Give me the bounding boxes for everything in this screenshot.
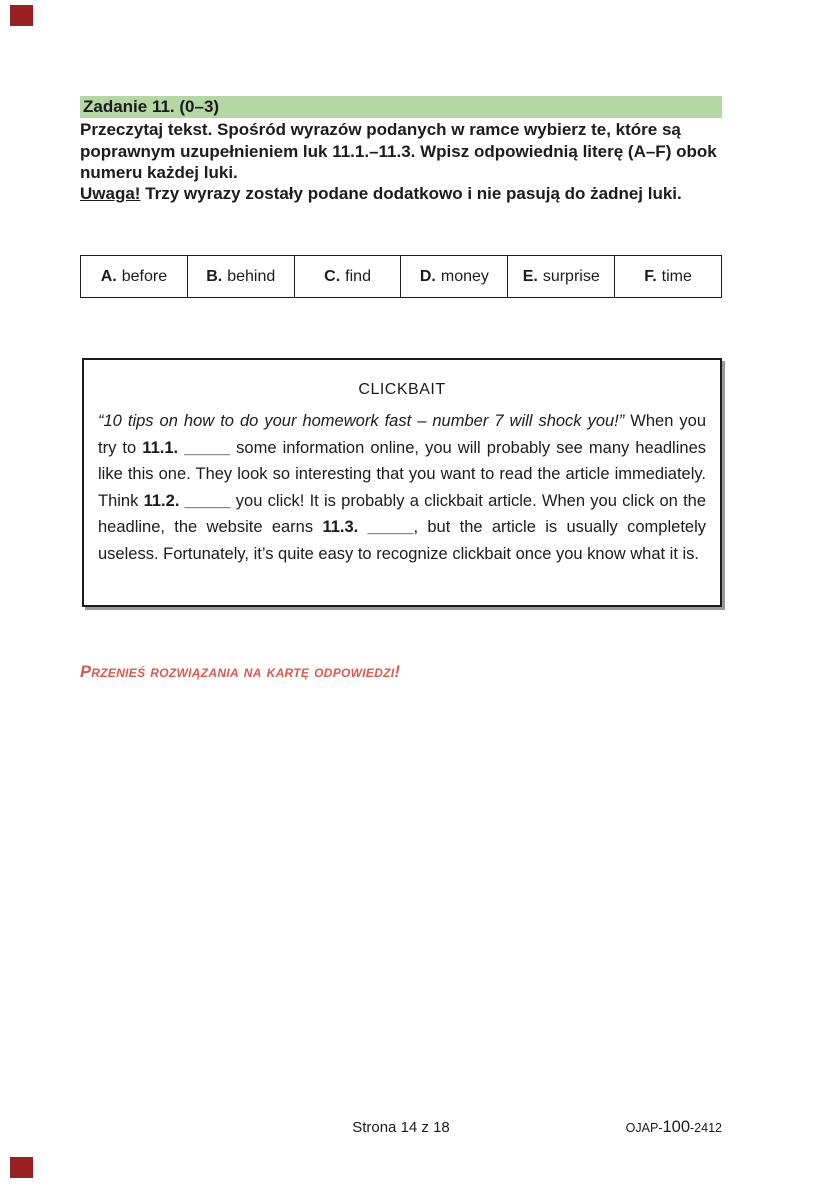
option-cell [81, 256, 187, 297]
corner-registration-mark-bottom-left [10, 1157, 33, 1178]
passage-segment: When you try to [98, 412, 706, 457]
footer-sheet-code-prefix: OJAP- [625, 1121, 663, 1135]
reading-text-box [82, 358, 722, 607]
gap-marker: 11.2. _____ [143, 491, 231, 510]
option-letter: D. [419, 267, 436, 285]
option-cell [614, 256, 721, 297]
gap-marker: 11.3. _____ [322, 518, 414, 536]
option-word: find [345, 267, 371, 285]
option-word: money [440, 267, 489, 285]
option-letter: B. [206, 267, 223, 285]
option-letter: F. [644, 267, 657, 285]
task-instructions: Przeczytaj tekst. Spośród wyrazów podanych w ramce wybierz te, które są poprawnym uzupełnieniem luk 11.1.–11.3. Wpisz odpowiednią literę (A–F) obok numeru każdej luki. [80, 120, 717, 182]
reading-text-title: CLICKBAIT [358, 381, 446, 398]
option-cell [400, 256, 507, 297]
transfer-answers-note: Przenieś rozwiązania na kartę odpowiedzi! [80, 663, 401, 681]
footer-sheet-code-mid: 100 [662, 1118, 691, 1136]
footer-sheet-code-suffix: -2412 [690, 1121, 722, 1135]
gap-marker: 11.1. _____ [142, 438, 231, 457]
option-cell [294, 256, 401, 297]
corner-registration-mark-top-left [10, 5, 33, 26]
option-letter: E. [522, 267, 538, 285]
passage-segment: “10 tips on how to do your homework fast – number 7 will shock you!” [98, 412, 625, 430]
reading-text-passage [98, 408, 706, 567]
task-note [80, 183, 760, 205]
option-cell [507, 256, 614, 297]
options-table [80, 255, 722, 298]
footer-page-number: Strona 14 z 18 [352, 1119, 450, 1136]
passage-segment: you click! It is probably a clickbait article. When you click on the headline, the website earns [98, 491, 707, 536]
task-note-label: Uwaga! [80, 184, 141, 203]
passage-segment: some information online, you will probably see many headlines like this one. They look so interesting that you want to read the article immediately. Think [98, 438, 706, 510]
option-cell [187, 256, 294, 297]
option-letter: C. [324, 267, 341, 285]
option-word: before [121, 267, 168, 285]
option-letter: A. [100, 267, 117, 285]
option-word: time [661, 267, 692, 285]
footer-sheet-code [626, 1118, 722, 1137]
passage-segment: , but the article is usually completely useless. Fortunately, it’s quite easy to recognize clickbait once you know what it is. [98, 518, 706, 563]
option-word: surprise [542, 267, 600, 285]
task-header: Zadanie 11. (0–3) [80, 96, 722, 118]
option-word: behind [227, 267, 276, 285]
task-note-text: Trzy wyrazy zostały podane dodatkowo i nie pasują do żadnej luki. [140, 184, 682, 203]
